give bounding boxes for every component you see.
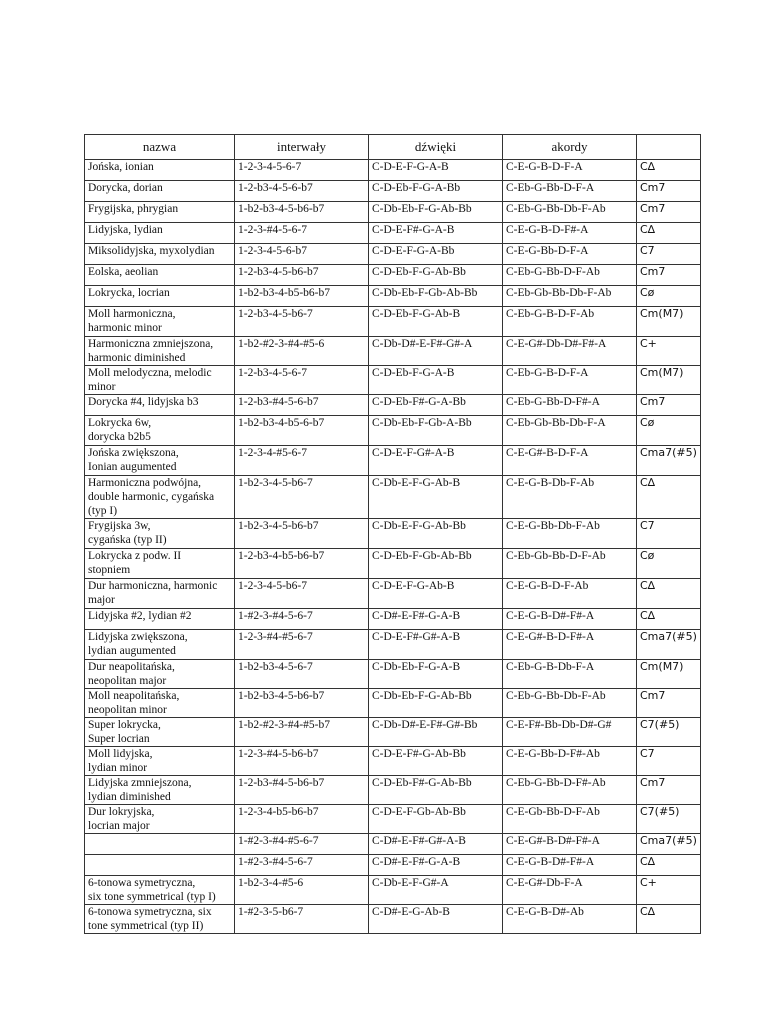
- table-row: [85, 307, 701, 337]
- scale-name-cell: Lidyjska, lydian: [85, 223, 235, 244]
- table-row: [85, 549, 701, 579]
- header-intervals: interwały: [235, 135, 369, 160]
- notes-cell: C-D-Eb-F-G-A-B: [369, 366, 503, 395]
- table-row: [85, 446, 701, 476]
- table-row: [85, 834, 701, 855]
- scale-name-cell: Harmoniczna zmniejszona, harmonic diminished: [85, 337, 235, 366]
- intervals-cell: 1-b2-3-4-5-b6-b7: [235, 519, 369, 549]
- intervals-cell: 1-2-b3-4-5-6-b7: [235, 181, 369, 202]
- table-row: [85, 630, 701, 660]
- table-row: [85, 265, 701, 286]
- notes-cell: C-Db-E-F-G#-A: [369, 876, 503, 905]
- notes-cell: C-D-Eb-F-G-Ab-Bb: [369, 265, 503, 286]
- chord-symbol-cell: Cm7: [637, 689, 701, 718]
- chord-symbol-cell: C∆: [637, 476, 701, 519]
- notes-cell: C-Db-Eb-F-Gb-A-Bb: [369, 416, 503, 446]
- table-row: [85, 579, 701, 609]
- scale-name-cell: Moll melodyczna, melodic minor: [85, 366, 235, 395]
- intervals-cell: 1-#2-3-#4-5-6-7: [235, 609, 369, 630]
- scale-name-cell: Harmoniczna podwójna, double harmonic, cygańska (typ I): [85, 476, 235, 519]
- table-row: [85, 223, 701, 244]
- notes-cell: C-Db-D#-E-F#-G#-A: [369, 337, 503, 366]
- chord-symbol-cell: Cm7: [637, 776, 701, 805]
- scale-name-cell: Moll lidyjska, lydian minor: [85, 747, 235, 776]
- chord-symbol-cell: C7(#5): [637, 805, 701, 834]
- notes-cell: C-D-E-F-G#-A-B: [369, 446, 503, 476]
- scale-name-cell: [85, 855, 235, 876]
- notes-cell: C-D-E-F-Gb-Ab-Bb: [369, 805, 503, 834]
- intervals-cell: 1-2-3-#4-#5-6-7: [235, 630, 369, 660]
- notes-cell: C-D-E-F-G-A-B: [369, 160, 503, 181]
- chords-cell: C-Eb-G-B-D-F-Ab: [503, 307, 637, 337]
- header-notes: dźwięki: [369, 135, 503, 160]
- header-chords: akordy: [503, 135, 637, 160]
- chord-symbol-cell: Cm7: [637, 395, 701, 416]
- scale-name-cell: Jońska, ionian: [85, 160, 235, 181]
- table-row: [85, 244, 701, 265]
- chords-cell: C-Eb-G-B-Db-F-A: [503, 660, 637, 689]
- table-row: [85, 416, 701, 446]
- intervals-cell: 1-2-b3-4-5-6-7: [235, 366, 369, 395]
- notes-cell: C-Db-Eb-F-G-Ab-Bb: [369, 689, 503, 718]
- intervals-cell: 1-#2-3-#4-5-6-7: [235, 855, 369, 876]
- notes-cell: C-D-Eb-F#-G-A-Bb: [369, 395, 503, 416]
- scale-name-cell: Miksolidyjska, myxolydian: [85, 244, 235, 265]
- notes-cell: C-D-Eb-F-G-Ab-B: [369, 307, 503, 337]
- table-row: [85, 747, 701, 776]
- scales-table: [84, 134, 701, 934]
- notes-cell: C-D-E-F-G-Ab-B: [369, 579, 503, 609]
- chord-symbol-cell: Cma7(#5): [637, 446, 701, 476]
- scale-name-cell: Dur harmoniczna, harmonic major: [85, 579, 235, 609]
- intervals-cell: 1-b2-b3-4-5-6-7: [235, 660, 369, 689]
- notes-cell: C-Db-E-F-G-Ab-Bb: [369, 519, 503, 549]
- table-row: [85, 905, 701, 934]
- chords-cell: C-Eb-G-Bb-Db-F-Ab: [503, 202, 637, 223]
- chord-symbol-cell: C∆: [637, 905, 701, 934]
- chord-symbol-cell: Cm(M7): [637, 366, 701, 395]
- intervals-cell: 1-2-3-4-5-6-7: [235, 160, 369, 181]
- chord-symbol-cell: Cm7: [637, 265, 701, 286]
- table-row: [85, 181, 701, 202]
- intervals-cell: 1-b2-b3-4-5-b6-b7: [235, 689, 369, 718]
- notes-cell: C-D#-E-F#-G#-A-B: [369, 834, 503, 855]
- header-name: nazwa: [85, 135, 235, 160]
- notes-cell: C-D-Eb-F#-G-Ab-Bb: [369, 776, 503, 805]
- chord-symbol-cell: Cm(M7): [637, 660, 701, 689]
- table-row: [85, 805, 701, 834]
- chords-cell: C-Eb-Gb-Bb-Db-F-A: [503, 416, 637, 446]
- table-row: [85, 519, 701, 549]
- scale-name-cell: [85, 834, 235, 855]
- scale-name-cell: Frygijska 3w, cygańska (typ II): [85, 519, 235, 549]
- chord-symbol-cell: Cm7: [637, 181, 701, 202]
- chords-cell: C-Eb-G-Bb-D-F-A: [503, 181, 637, 202]
- chord-symbol-cell: Cm(M7): [637, 307, 701, 337]
- chord-symbol-cell: Cma7(#5): [637, 630, 701, 660]
- notes-cell: C-D#-E-G-Ab-B: [369, 905, 503, 934]
- intervals-cell: 1-2-3-4-5-b6-7: [235, 579, 369, 609]
- chords-cell: C-E-G#-B-D-F#-A: [503, 630, 637, 660]
- chords-cell: C-E-Gb-Bb-D-F-Ab: [503, 805, 637, 834]
- chords-cell: C-Eb-G-Bb-D-F#-A: [503, 395, 637, 416]
- scale-name-cell: Dur neapolitańska, neopolitan major: [85, 660, 235, 689]
- scale-name-cell: Lidyjska zmniejszona, lydian diminished: [85, 776, 235, 805]
- chords-cell: C-E-G-B-D#-Ab: [503, 905, 637, 934]
- intervals-cell: 1-2-3-4-b5-b6-b7: [235, 805, 369, 834]
- notes-cell: C-D-E-F#-G-A-B: [369, 223, 503, 244]
- intervals-cell: 1-2-3-#4-5-6-7: [235, 223, 369, 244]
- notes-cell: C-D#-E-F#-G-A-B: [369, 855, 503, 876]
- chord-symbol-cell: C+: [637, 337, 701, 366]
- scale-name-cell: Dorycka #4, lidyjska b3: [85, 395, 235, 416]
- chord-symbol-cell: Cm7: [637, 202, 701, 223]
- chord-symbol-cell: Cø: [637, 286, 701, 307]
- notes-cell: C-D#-E-F#-G-A-B: [369, 609, 503, 630]
- notes-cell: C-D-E-F-G-A-Bb: [369, 244, 503, 265]
- chords-cell: C-Eb-G-B-D-F-A: [503, 366, 637, 395]
- scale-name-cell: Dorycka, dorian: [85, 181, 235, 202]
- intervals-cell: 1-2-3-4-#5-6-7: [235, 446, 369, 476]
- intervals-cell: 1-2-3-#4-5-b6-b7: [235, 747, 369, 776]
- chord-symbol-cell: C7: [637, 244, 701, 265]
- intervals-cell: 1-2-b3-4-5-b6-b7: [235, 265, 369, 286]
- chord-symbol-cell: C∆: [637, 579, 701, 609]
- chords-cell: C-Eb-G-Bb-Db-F-Ab: [503, 689, 637, 718]
- chords-cell: C-E-G-B-D-F-A: [503, 160, 637, 181]
- table-row: [85, 609, 701, 630]
- intervals-cell: 1-#2-3-#4-#5-6-7: [235, 834, 369, 855]
- notes-cell: C-D-Eb-F-Gb-Ab-Bb: [369, 549, 503, 579]
- table-body: [85, 160, 701, 934]
- scale-name-cell: 6-tonowa symetryczna, six tone symmetrical (typ II): [85, 905, 235, 934]
- chords-cell: C-E-G-Bb-D-F#-Ab: [503, 747, 637, 776]
- intervals-cell: 1-2-b3-4-5-b6-7: [235, 307, 369, 337]
- chords-cell: C-Eb-Gb-Bb-Db-F-Ab: [503, 286, 637, 307]
- intervals-cell: 1-b2-b3-4-5-b6-b7: [235, 202, 369, 223]
- chord-symbol-cell: C∆: [637, 609, 701, 630]
- scale-name-cell: Super lokrycka, Super locrian: [85, 718, 235, 747]
- chord-symbol-cell: Cø: [637, 416, 701, 446]
- chords-cell: C-E-G#-Db-D#-F#-A: [503, 337, 637, 366]
- chords-cell: C-Eb-Gb-Bb-D-F-Ab: [503, 549, 637, 579]
- intervals-cell: 1-2-b3-#4-5-6-b7: [235, 395, 369, 416]
- header-symbol: [637, 135, 701, 160]
- chords-cell: C-E-G-Bb-Db-F-Ab: [503, 519, 637, 549]
- chord-symbol-cell: C7: [637, 519, 701, 549]
- intervals-cell: 1-#2-3-5-b6-7: [235, 905, 369, 934]
- chord-symbol-cell: C7(#5): [637, 718, 701, 747]
- notes-cell: C-Db-Eb-F-G-Ab-Bb: [369, 202, 503, 223]
- notes-cell: C-Db-Eb-F-G-A-B: [369, 660, 503, 689]
- chord-symbol-cell: C∆: [637, 160, 701, 181]
- chords-cell: C-E-G#-B-D-F-A: [503, 446, 637, 476]
- chords-cell: C-E-G-B-D#-F#-A: [503, 855, 637, 876]
- scale-name-cell: Lokrycka 6w, dorycka b2b5: [85, 416, 235, 446]
- chord-symbol-cell: C+: [637, 876, 701, 905]
- table-row: [85, 395, 701, 416]
- intervals-cell: 1-2-3-4-5-6-b7: [235, 244, 369, 265]
- table-row: [85, 855, 701, 876]
- scale-name-cell: Jońska zwiększona, Ionian augumented: [85, 446, 235, 476]
- table-row: [85, 718, 701, 747]
- chords-cell: C-Eb-G-Bb-D-F#-Ab: [503, 776, 637, 805]
- intervals-cell: 1-2-b3-4-b5-b6-b7: [235, 549, 369, 579]
- chords-cell: C-E-G-B-D-F-Ab: [503, 579, 637, 609]
- chords-cell: C-Eb-G-Bb-D-F-Ab: [503, 265, 637, 286]
- notes-cell: C-D-Eb-F-G-A-Bb: [369, 181, 503, 202]
- table-row: [85, 160, 701, 181]
- table-row: [85, 776, 701, 805]
- chord-symbol-cell: C∆: [637, 223, 701, 244]
- scale-name-cell: Lokrycka z podw. II stopniem: [85, 549, 235, 579]
- intervals-cell: 1-2-b3-#4-5-b6-b7: [235, 776, 369, 805]
- chords-cell: C-E-G-B-D#-F#-A: [503, 609, 637, 630]
- chord-symbol-cell: Cø: [637, 549, 701, 579]
- scale-name-cell: Frygijska, phrygian: [85, 202, 235, 223]
- table-row: [85, 202, 701, 223]
- scale-name-cell: Moll neapolitańska, neopolitan minor: [85, 689, 235, 718]
- intervals-cell: 1-b2-3-4-5-b6-7: [235, 476, 369, 519]
- intervals-cell: 1-b2-#2-3-#4-#5-b7: [235, 718, 369, 747]
- notes-cell: C-Db-D#-E-F#-G#-Bb: [369, 718, 503, 747]
- intervals-cell: 1-b2-#2-3-#4-#5-6: [235, 337, 369, 366]
- notes-cell: C-D-E-F#-G#-A-B: [369, 630, 503, 660]
- scale-name-cell: Lidyjska zwiększona, lydian augumented: [85, 630, 235, 660]
- table-row: [85, 286, 701, 307]
- table-row: [85, 476, 701, 519]
- scale-name-cell: 6-tonowa symetryczna, six tone symmetrical (typ I): [85, 876, 235, 905]
- chords-cell: C-E-G-Bb-D-F-A: [503, 244, 637, 265]
- scale-name-cell: Moll harmoniczna, harmonic minor: [85, 307, 235, 337]
- chords-cell: C-E-F#-Bb-Db-D#-G#: [503, 718, 637, 747]
- chord-symbol-cell: C7: [637, 747, 701, 776]
- header-row: [85, 135, 701, 160]
- scale-name-cell: Lidyjska #2, lydian #2: [85, 609, 235, 630]
- table-row: [85, 660, 701, 689]
- table-row: [85, 337, 701, 366]
- intervals-cell: 1-b2-b3-4-b5-b6-b7: [235, 286, 369, 307]
- chords-cell: C-E-G-B-Db-F-Ab: [503, 476, 637, 519]
- notes-cell: C-Db-E-F-G-Ab-B: [369, 476, 503, 519]
- chords-cell: C-E-G#-Db-F-A: [503, 876, 637, 905]
- scale-name-cell: Eolska, aeolian: [85, 265, 235, 286]
- table-row: [85, 689, 701, 718]
- chord-symbol-cell: C∆: [637, 855, 701, 876]
- scale-name-cell: Lokrycka, locrian: [85, 286, 235, 307]
- chord-symbol-cell: Cma7(#5): [637, 834, 701, 855]
- scale-name-cell: Dur lokryjska, locrian major: [85, 805, 235, 834]
- table-row: [85, 876, 701, 905]
- intervals-cell: 1-b2-3-4-#5-6: [235, 876, 369, 905]
- chords-cell: C-E-G#-B-D#-F#-A: [503, 834, 637, 855]
- notes-cell: C-D-E-F#-G-Ab-Bb: [369, 747, 503, 776]
- chords-cell: C-E-G-B-D-F#-A: [503, 223, 637, 244]
- notes-cell: C-Db-Eb-F-Gb-Ab-Bb: [369, 286, 503, 307]
- table-row: [85, 366, 701, 395]
- intervals-cell: 1-b2-b3-4-b5-6-b7: [235, 416, 369, 446]
